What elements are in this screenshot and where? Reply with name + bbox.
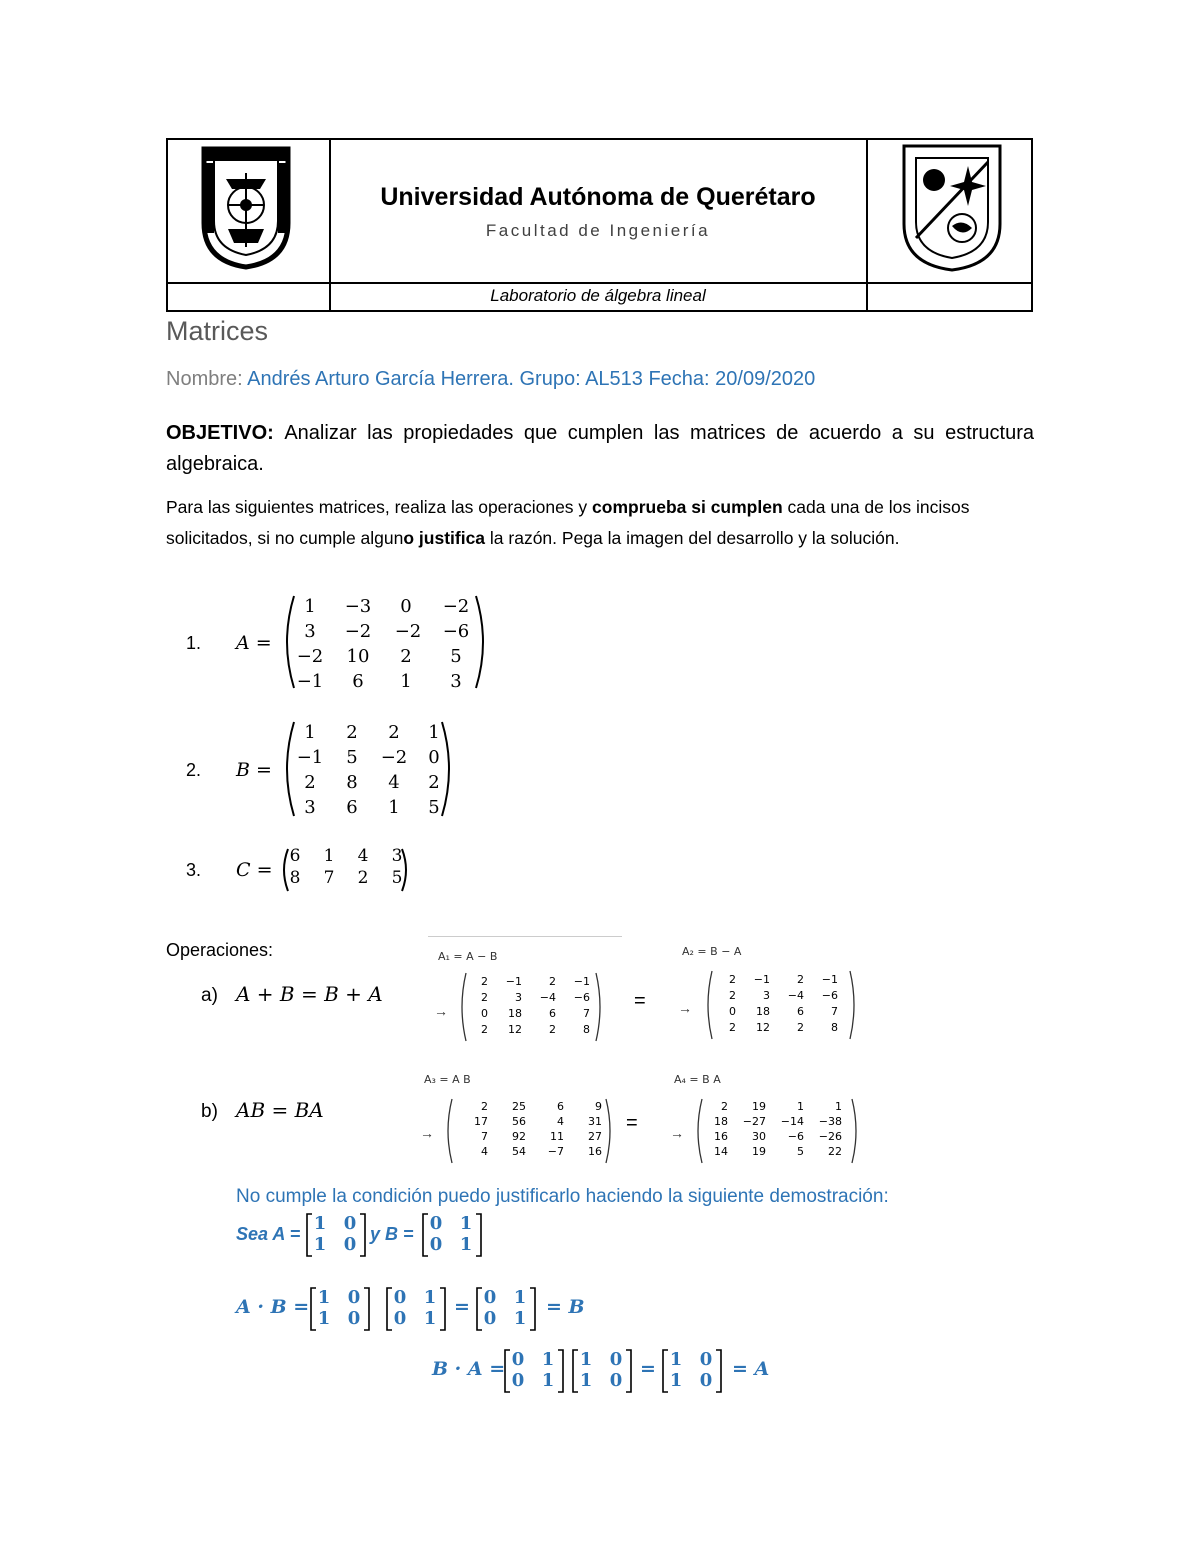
page-heading: Matrices bbox=[166, 316, 269, 346]
empty-cell-left bbox=[167, 283, 330, 311]
matrix-cell: −4 bbox=[787, 989, 804, 1002]
instr-part-4: o justifica bbox=[403, 528, 486, 548]
matrix-cell: 7 bbox=[481, 1130, 488, 1143]
matrix-cell: 2 bbox=[481, 1100, 488, 1113]
divider-line bbox=[428, 936, 622, 937]
objective-label: OBJETIVO: bbox=[166, 422, 274, 444]
matrix-cell: 0 bbox=[609, 1349, 623, 1370]
matrix-cell: 0 bbox=[347, 1308, 361, 1329]
a4-title: A₄ = B A bbox=[674, 1073, 721, 1086]
matrix-cell: 1 bbox=[317, 1308, 331, 1329]
matrix-cell: 4 bbox=[481, 1145, 488, 1158]
matrix-cell: 2 bbox=[481, 1023, 488, 1036]
matrix-cell: −7 bbox=[547, 1145, 564, 1158]
matrix-cell: 5 bbox=[391, 868, 403, 888]
matrix-cell: 27 bbox=[588, 1130, 602, 1143]
matrix-cell: 1 bbox=[669, 1370, 683, 1391]
matrix-cell: 31 bbox=[588, 1115, 602, 1128]
matrix-cell: 7 bbox=[831, 1005, 838, 1018]
matrix-cell: 2 bbox=[797, 1021, 804, 1034]
matrix-cell: 14 bbox=[714, 1145, 728, 1158]
matrix-cell: 4 bbox=[557, 1115, 564, 1128]
lab-title: Laboratorio de álgebra lineal bbox=[490, 286, 706, 305]
matrix-cell: 9 bbox=[595, 1100, 602, 1113]
matrix-cell: 6 bbox=[557, 1100, 564, 1113]
matrix-cell: 5 bbox=[450, 646, 462, 667]
arrow-a1: → bbox=[434, 1003, 448, 1019]
matrix-cell: −27 bbox=[742, 1115, 766, 1128]
matrix-cell: 3 bbox=[304, 621, 316, 642]
instr-part-2: comprueba si cumplen bbox=[592, 497, 783, 517]
faculty-subtitle: Facultad de Ingeniería bbox=[485, 221, 711, 240]
matrix-cell: 1 bbox=[304, 722, 316, 743]
matrix-cell: 0 bbox=[609, 1370, 623, 1391]
matrix-cell: 2 bbox=[549, 975, 556, 988]
matrix-3-number: 3. bbox=[186, 860, 202, 880]
matrix-cell: 6 bbox=[549, 1007, 556, 1020]
matrix-cell: 3 bbox=[515, 991, 522, 1004]
matrix-cell: 6 bbox=[352, 671, 364, 692]
matrix-cell: 18 bbox=[756, 1005, 770, 1018]
matrix-cell: 4 bbox=[357, 846, 369, 866]
matrix-cell: 6 bbox=[289, 846, 301, 866]
matrix-cell: 54 bbox=[512, 1145, 526, 1158]
matrix-cell: 3 bbox=[763, 989, 770, 1002]
matrix-cell: 1 bbox=[579, 1370, 593, 1391]
matrix-1-number: 1. bbox=[186, 633, 202, 653]
matrix-cell: 4 bbox=[388, 772, 400, 793]
matrix-cell: 92 bbox=[512, 1130, 526, 1143]
matrix-cell: −1 bbox=[753, 973, 770, 986]
matrix-cell: 10 bbox=[346, 646, 370, 667]
matrix-cell: 2 bbox=[549, 1023, 556, 1036]
matrix-cell: 5 bbox=[428, 797, 440, 818]
matrix-cell: 17 bbox=[474, 1115, 488, 1128]
matrix-C-label: C = bbox=[236, 859, 273, 881]
sea-a-label: Sea A = bbox=[236, 1224, 301, 1244]
objective-text: Analizar las propiedades que cumplen las matrices de acuerdo a su estructura algebraica. bbox=[166, 422, 1034, 475]
matrix-cell: −2 bbox=[380, 747, 408, 768]
matrix-cell: 1 bbox=[304, 596, 316, 617]
matrix-cell: 0 bbox=[511, 1370, 525, 1391]
ba-eq: = bbox=[640, 1358, 656, 1380]
matrix-cell: 16 bbox=[588, 1145, 602, 1158]
matrix-cell: −14 bbox=[780, 1115, 804, 1128]
matrix-cell: 2 bbox=[304, 772, 316, 793]
matrix-cell: 6 bbox=[797, 1005, 804, 1018]
engineering-faculty-logo bbox=[198, 143, 294, 271]
matrix-cell: −6 bbox=[787, 1130, 804, 1143]
matrix-cell: 1 bbox=[313, 1234, 327, 1255]
matrix-cell: 12 bbox=[508, 1023, 522, 1036]
matrix-cell: −4 bbox=[539, 991, 556, 1004]
matrix-cell: 6 bbox=[346, 797, 358, 818]
matrix-cell: 8 bbox=[289, 868, 301, 888]
a3-title: A₃ = A B bbox=[424, 1073, 471, 1086]
matrix-cell: −1 bbox=[505, 975, 522, 988]
matrix-cell: 1 bbox=[459, 1213, 473, 1234]
matrix-cell: 18 bbox=[714, 1115, 728, 1128]
matrix-cell: 2 bbox=[729, 989, 736, 1002]
matrix-cell: 0 bbox=[343, 1213, 357, 1234]
matrix-cell: 1 bbox=[835, 1100, 842, 1113]
matrix-B-label: B = bbox=[236, 759, 272, 781]
a2-title: A₂ = B − A bbox=[682, 945, 742, 958]
matrix-cell: 2 bbox=[481, 991, 488, 1004]
instr-part-3: cada una de los incisos solicitados, si no cumple algun bbox=[166, 497, 970, 548]
y-b-label: y B = bbox=[370, 1224, 414, 1244]
name-label: Nombre: bbox=[166, 368, 243, 390]
op-a-expression: A + B = B + A bbox=[236, 982, 383, 1006]
matrix-cell: 0 bbox=[393, 1287, 407, 1308]
matrix-cell: 8 bbox=[583, 1023, 590, 1036]
op-b-label: b) bbox=[201, 1101, 218, 1122]
arrow-a4: → bbox=[670, 1125, 684, 1141]
matrix-cell: 2 bbox=[729, 1021, 736, 1034]
student-info bbox=[166, 368, 815, 391]
matrix-cell: 19 bbox=[752, 1145, 766, 1158]
university-title: Universidad Autónoma de Querétaro bbox=[380, 183, 816, 211]
ba-result: = A bbox=[732, 1358, 770, 1380]
matrix-cell: 22 bbox=[828, 1145, 842, 1158]
matrix-cell: 0 bbox=[483, 1308, 497, 1329]
matrix-cell: −1 bbox=[296, 747, 324, 768]
matrix-cell: 7 bbox=[323, 868, 335, 888]
matrix-cell: 8 bbox=[346, 772, 358, 793]
ab-label: A · B = bbox=[236, 1296, 310, 1318]
matrix-cell: 7 bbox=[583, 1007, 590, 1020]
matrix-cell: 2 bbox=[428, 772, 440, 793]
objective bbox=[166, 418, 1034, 480]
matrix-cell: −26 bbox=[818, 1130, 842, 1143]
matrix-cell: 1 bbox=[541, 1349, 555, 1370]
matrix-cell: 3 bbox=[304, 797, 316, 818]
matrix-cell: −2 bbox=[442, 596, 470, 617]
matrix-cell: 2 bbox=[388, 722, 400, 743]
matrix-cell: −1 bbox=[821, 973, 838, 986]
matrix-cell: 0 bbox=[699, 1349, 713, 1370]
matrix-cell: 0 bbox=[429, 1213, 443, 1234]
matrix-cell: 1 bbox=[797, 1100, 804, 1113]
matrix-cell: −6 bbox=[442, 621, 470, 642]
matrix-cell: −1 bbox=[573, 975, 590, 988]
a1-title: A₁ = A − B bbox=[438, 950, 498, 963]
matrix-cell: 1 bbox=[513, 1287, 527, 1308]
matrix-cell: 1 bbox=[428, 722, 440, 743]
matrix-cell: 0 bbox=[481, 1007, 488, 1020]
matrix-cell: 25 bbox=[512, 1100, 526, 1113]
matrix-cell: 18 bbox=[508, 1007, 522, 1020]
matrix-cell: 1 bbox=[579, 1349, 593, 1370]
matrix-cell: 12 bbox=[756, 1021, 770, 1034]
matrix-cell: 1 bbox=[459, 1234, 473, 1255]
matrix-cell: 1 bbox=[313, 1213, 327, 1234]
matrix-cell: 11 bbox=[550, 1130, 564, 1143]
matrix-cell: 0 bbox=[343, 1234, 357, 1255]
matrix-cell: 0 bbox=[393, 1308, 407, 1329]
operations-heading: Operaciones: bbox=[166, 940, 274, 960]
instructions bbox=[166, 492, 1034, 554]
matrix-cell: 1 bbox=[317, 1287, 331, 1308]
uaq-university-logo bbox=[900, 142, 1004, 274]
matrix-cell: −1 bbox=[296, 671, 324, 692]
matrix-cell: 56 bbox=[512, 1115, 526, 1128]
matrix-cell: 2 bbox=[481, 975, 488, 988]
ab-eq: = bbox=[454, 1296, 470, 1318]
matrix-cell: 1 bbox=[423, 1287, 437, 1308]
matrix-cell: −6 bbox=[821, 989, 838, 1002]
matrix-cell: 8 bbox=[831, 1021, 838, 1034]
matrix-cell: 2 bbox=[721, 1100, 728, 1113]
matrix-cell: 2 bbox=[346, 722, 358, 743]
matrix-cell: −2 bbox=[394, 621, 422, 642]
matrix-cell: 1 bbox=[513, 1308, 527, 1329]
op-b-expression: AB = BA bbox=[236, 1098, 324, 1122]
matrix-cell: 30 bbox=[752, 1130, 766, 1143]
matrix-cell: 1 bbox=[323, 846, 335, 866]
matrix-cell: 3 bbox=[391, 846, 403, 866]
matrix-cell: 0 bbox=[699, 1370, 713, 1391]
matrix-cell: 2 bbox=[797, 973, 804, 986]
matrix-cell: 0 bbox=[400, 596, 412, 617]
matrix-cell: 0 bbox=[729, 1005, 736, 1018]
matrix-cell: 0 bbox=[511, 1349, 525, 1370]
name-value: Andrés Arturo García Herrera. Grupo: AL513 Fecha: 20/09/2020 bbox=[247, 368, 816, 390]
matrix-cell: 1 bbox=[541, 1370, 555, 1391]
matrix-2-number: 2. bbox=[186, 760, 202, 780]
equals-a: = bbox=[634, 990, 646, 1012]
matrix-cell: 3 bbox=[450, 671, 462, 692]
empty-cell-right bbox=[867, 283, 1032, 311]
matrix-cell: 1 bbox=[400, 671, 412, 692]
proof-statement: No cumple la condición puedo justificarlo haciendo la siguiente demostración: bbox=[236, 1186, 889, 1207]
matrix-cell: 5 bbox=[346, 747, 358, 768]
matrix-cell: 1 bbox=[669, 1349, 683, 1370]
matrix-cell: −6 bbox=[573, 991, 590, 1004]
matrix-cell: −3 bbox=[344, 596, 372, 617]
matrix-cell: 0 bbox=[483, 1287, 497, 1308]
matrix-A-label: A = bbox=[236, 632, 272, 654]
matrix-cell: 19 bbox=[752, 1100, 766, 1113]
instr-part-1: Para las siguientes matrices, realiza las operaciones y bbox=[166, 497, 593, 517]
arrow-a2: → bbox=[678, 1000, 692, 1016]
op-a-label: a) bbox=[201, 985, 218, 1006]
matrix-cell: 2 bbox=[357, 868, 369, 888]
matrix-cell: 1 bbox=[423, 1308, 437, 1329]
matrix-cell: 5 bbox=[797, 1145, 804, 1158]
equals-b: = bbox=[626, 1112, 638, 1134]
matrix-cell: 2 bbox=[729, 973, 736, 986]
matrix-cell: 16 bbox=[714, 1130, 728, 1143]
matrix-cell: −2 bbox=[296, 646, 324, 667]
matrix-cell: −38 bbox=[818, 1115, 842, 1128]
ab-result: = B bbox=[546, 1296, 585, 1318]
ba-label: B · A = bbox=[432, 1358, 506, 1380]
matrix-cell: 0 bbox=[429, 1234, 443, 1255]
matrix-cell: 2 bbox=[400, 646, 412, 667]
matrix-cell: 0 bbox=[428, 747, 440, 768]
matrix-cell: 0 bbox=[347, 1287, 361, 1308]
instr-part-5: la razón. Pega la imagen del desarrollo y la solución. bbox=[485, 528, 900, 548]
arrow-a3: → bbox=[420, 1125, 434, 1141]
matrix-cell: −2 bbox=[344, 621, 372, 642]
matrix-cell: 1 bbox=[388, 797, 400, 818]
